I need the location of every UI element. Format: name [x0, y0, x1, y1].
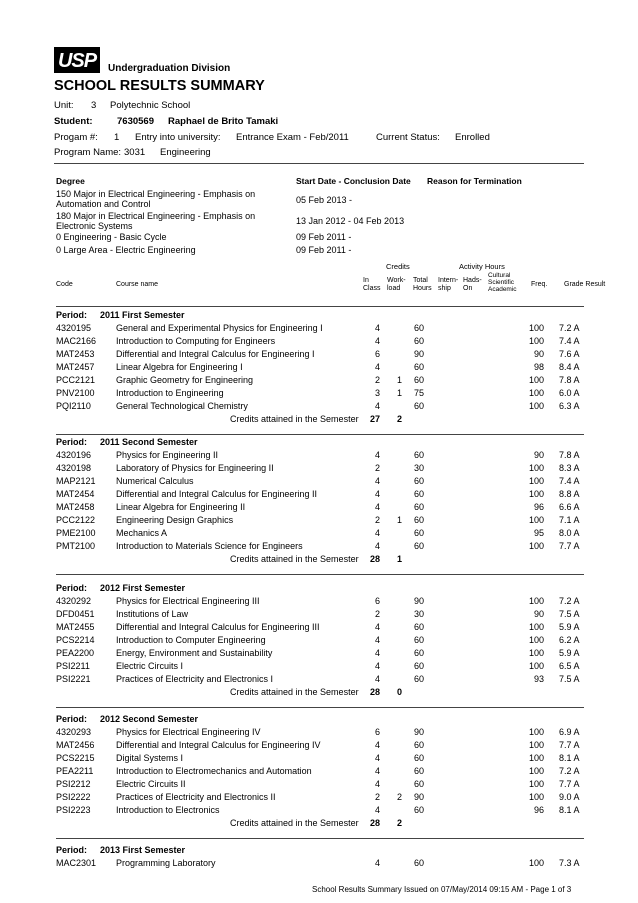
course-code: MAT2454: [56, 489, 95, 499]
course-in-class-credits: 4: [374, 323, 380, 333]
course-code: MAP2121: [56, 476, 96, 486]
course-in-class-credits: 4: [374, 336, 380, 346]
course-row: [56, 388, 586, 401]
period-label: Period:: [56, 583, 88, 593]
course-grade: 8.1 A: [559, 805, 580, 815]
course-grade: 6.2 A: [559, 635, 580, 645]
course-row: [56, 753, 586, 766]
activity-hours-group-header: Activity Hours: [459, 262, 505, 271]
course-row: [56, 766, 586, 779]
credits-group-header: Credits: [386, 262, 410, 271]
course-in-class-credits: 2: [374, 515, 380, 525]
course-name: Practices of Electricity and Electronics II: [116, 792, 276, 802]
course-total-hours: 60: [414, 648, 425, 658]
course-workload-credits: 1: [396, 375, 402, 385]
course-grade: 7.8 A: [559, 375, 580, 385]
course-grade: 7.6 A: [559, 349, 580, 359]
course-frequency: 100: [528, 648, 544, 658]
course-frequency: 100: [528, 779, 544, 789]
course-grade: 5.9 A: [559, 622, 580, 632]
course-in-class-credits: 2: [374, 463, 380, 473]
course-row: [56, 401, 586, 414]
course-row: [56, 336, 586, 349]
entry-label: Entry into university:: [135, 132, 221, 143]
course-name: Differential and Integral Calculus for Engineering IV: [116, 740, 321, 750]
status-label: Current Status:: [376, 132, 440, 143]
course-total-hours: 90: [414, 792, 425, 802]
course-frequency: 100: [528, 388, 544, 398]
period-label: Period:: [56, 437, 88, 447]
course-in-class-credits: 4: [374, 674, 380, 684]
total-hours-column-header: Total Hours: [413, 277, 432, 292]
course-in-class-credits: 4: [374, 766, 380, 776]
divider: [54, 163, 584, 164]
course-total-hours: 60: [414, 674, 425, 684]
credits-in-class-total: 28: [369, 554, 380, 564]
course-total-hours: 60: [414, 635, 425, 645]
program-code: 3031: [124, 147, 146, 158]
course-total-hours: 30: [414, 463, 425, 473]
course-frequency: 95: [533, 528, 544, 538]
page-footer: School Results Summary Issued on 07/May/2014 09:15 AM - Page 1 of 3: [312, 885, 572, 894]
credits-attained-label: Credits attained in the Semester: [230, 687, 359, 697]
course-name: Electric Circuits II: [116, 779, 186, 789]
course-total-hours: 60: [414, 489, 425, 499]
course-row: [56, 502, 586, 515]
course-grade: 7.4 A: [559, 476, 580, 486]
course-name: Engineering Design Graphics: [116, 515, 234, 525]
course-name: Energy, Environment and Sustainability: [116, 648, 273, 658]
period-value: 2012 First Semester: [100, 583, 186, 593]
cultural-column-header: Cultural Scientific Academic: [488, 272, 517, 293]
course-name: Introduction to Computing for Engineers: [116, 336, 276, 346]
course-grade: 7.3 A: [559, 858, 580, 868]
course-name: Laboratory of Physics for Engineering II: [116, 463, 274, 473]
course-frequency: 100: [528, 766, 544, 776]
degree-dates: 05 Feb 2013 -: [296, 195, 353, 205]
course-name: Programming Laboratory: [116, 858, 216, 868]
course-grade: 6.3 A: [559, 401, 580, 411]
course-total-hours: 75: [414, 388, 425, 398]
period-value: 2011 Second Semester: [100, 437, 198, 447]
course-code: 4320292: [56, 596, 92, 606]
course-workload-credits: 1: [396, 515, 402, 525]
course-row: [56, 779, 586, 792]
divider: [56, 434, 584, 435]
program-number: 1: [114, 132, 120, 143]
course-name: General and Experimental Physics for Engineering I: [116, 323, 323, 333]
course-total-hours: 90: [414, 727, 425, 737]
course-name: Physics for Electrical Engineering III: [116, 596, 260, 606]
course-name: Institutions of Law: [116, 609, 189, 619]
course-total-hours: 60: [414, 753, 425, 763]
course-frequency: 100: [528, 661, 544, 671]
course-name: Graphic Geometry for Engineering: [116, 375, 254, 385]
entry-value: Entrance Exam - Feb/2011: [236, 132, 349, 143]
course-name: Introduction to Computer Engineering: [116, 635, 266, 645]
course-in-class-credits: 3: [374, 388, 380, 398]
course-name-column-header: Course name: [116, 281, 159, 288]
course-grade: 9.0 A: [559, 792, 580, 802]
course-frequency: 100: [528, 541, 544, 551]
course-total-hours: 60: [414, 766, 425, 776]
course-row: [56, 349, 586, 362]
course-code: MAT2457: [56, 362, 95, 372]
course-code: MAC2166: [56, 336, 97, 346]
course-grade: 6.0 A: [559, 388, 580, 398]
division-name: Undergraduation Division: [108, 63, 231, 74]
course-frequency: 100: [528, 622, 544, 632]
credits-workload-total: 0: [396, 687, 402, 697]
course-in-class-credits: 4: [374, 622, 380, 632]
course-total-hours: 60: [414, 622, 425, 632]
grade-result-column-header: Grade Result: [564, 281, 606, 288]
course-code: 4320195: [56, 323, 92, 333]
course-row: [56, 596, 586, 609]
degree-column-header: Degree: [56, 176, 85, 186]
student-label: Student:: [54, 116, 93, 127]
course-row: [56, 622, 586, 635]
course-total-hours: 60: [414, 476, 425, 486]
unit-name: Polytechnic School: [110, 100, 191, 111]
course-in-class-credits: 4: [374, 740, 380, 750]
course-name: General Technological Chemistry: [116, 401, 248, 411]
course-name: Practices of Electricity and Electronics I: [116, 674, 274, 684]
course-grade: 7.8 A: [559, 450, 580, 460]
course-total-hours: 90: [414, 349, 425, 359]
course-name: Linear Algebra for Engineering I: [116, 362, 243, 372]
internship-column-header: Intern-ship: [438, 277, 459, 292]
period-value: 2012 Second Semester: [100, 714, 199, 724]
course-name: Digital Systems I: [116, 753, 184, 763]
course-row: [56, 375, 586, 388]
course-frequency: 100: [528, 515, 544, 525]
course-name: Introduction to Materials Science for Engineers: [116, 541, 303, 551]
program-name: Engineering: [160, 147, 211, 158]
course-total-hours: 60: [414, 450, 425, 460]
course-code: PQI2110: [56, 401, 91, 411]
course-name: Numerical Calculus: [116, 476, 194, 486]
course-row: [56, 635, 586, 648]
course-code: PEA2200: [56, 648, 95, 658]
divider: [56, 707, 584, 708]
course-in-class-credits: 6: [374, 727, 380, 737]
course-total-hours: 60: [414, 661, 425, 671]
course-row: [56, 463, 586, 476]
credits-in-class-total: 28: [369, 818, 380, 828]
course-grade: 6.9 A: [559, 727, 580, 737]
course-grade: 6.5 A: [559, 661, 580, 671]
course-frequency: 98: [533, 362, 544, 372]
usp-logo: [54, 47, 100, 73]
course-row: [56, 674, 586, 687]
course-in-class-credits: 4: [374, 401, 380, 411]
period-label: Period:: [56, 714, 88, 724]
course-name: Mechanics A: [116, 528, 168, 538]
course-code: MAT2453: [56, 349, 95, 359]
course-in-class-credits: 2: [374, 792, 380, 802]
course-code: PCS2215: [56, 753, 95, 763]
course-grade: 7.2 A: [559, 323, 580, 333]
course-grade: 7.2 A: [559, 596, 580, 606]
course-grade: 8.4 A: [559, 362, 580, 372]
course-total-hours: 60: [414, 362, 425, 372]
course-name: Introduction to Electromechanics and Automation: [116, 766, 312, 776]
course-in-class-credits: 4: [374, 476, 380, 486]
course-code: PCS2214: [56, 635, 95, 645]
course-code: PSI2211: [56, 661, 90, 671]
course-code: PEA2211: [56, 766, 94, 776]
semester-credits-summary: [56, 687, 586, 700]
dates-column-header: Start Date - Conclusion Date: [296, 176, 411, 186]
course-row: [56, 323, 586, 336]
course-row: [56, 661, 586, 674]
course-row: [56, 740, 586, 753]
semester-credits-summary: [56, 554, 586, 567]
course-frequency: 93: [533, 674, 544, 684]
course-row: [56, 476, 586, 489]
course-frequency: 100: [528, 489, 544, 499]
course-name: Differential and Integral Calculus for Engineering III: [116, 622, 320, 632]
course-frequency: 100: [528, 753, 544, 763]
course-workload-credits: 1: [396, 388, 402, 398]
hands-on-column-header: Hads-On: [463, 277, 482, 292]
degree-name: 0 Engineering - Basic Cycle: [56, 232, 167, 242]
degree-dates: 13 Jan 2012 - 04 Feb 2013: [296, 216, 405, 226]
course-grade: 7.1 A: [559, 515, 580, 525]
freq-column-header: Freq.: [531, 281, 548, 288]
course-name: Introduction to Engineering: [116, 388, 224, 398]
course-total-hours: 60: [414, 805, 425, 815]
course-frequency: 100: [528, 740, 544, 750]
course-name: Introduction to Electronics: [116, 805, 220, 815]
course-row: [56, 528, 586, 541]
course-grade: 7.7 A: [559, 779, 580, 789]
period-label: Period:: [56, 310, 88, 320]
course-code: PSI2212: [56, 779, 91, 789]
course-code: PCC2122: [56, 515, 96, 525]
course-frequency: 90: [533, 450, 544, 460]
course-frequency: 100: [528, 792, 544, 802]
course-total-hours: 60: [414, 858, 425, 868]
course-code: PSI2221: [56, 674, 91, 684]
course-code: 4320293: [56, 727, 92, 737]
course-name: Differential and Integral Calculus for Engineering II: [116, 489, 317, 499]
course-grade: 7.2 A: [559, 766, 580, 776]
course-total-hours: 90: [414, 596, 425, 606]
course-grade: 8.1 A: [559, 753, 580, 763]
course-code: 4320196: [56, 450, 92, 460]
course-row: [56, 450, 586, 463]
course-code: PNV2100: [56, 388, 95, 398]
course-code: PCC2121: [56, 375, 96, 385]
course-grade: 8.3 A: [559, 463, 580, 473]
credits-in-class-total: 28: [369, 687, 380, 697]
course-in-class-credits: 4: [374, 635, 380, 645]
workload-column-header: Work-load: [387, 277, 406, 292]
course-grade: 8.0 A: [559, 528, 580, 538]
course-frequency: 100: [528, 463, 544, 473]
credits-attained-label: Credits attained in the Semester: [230, 554, 359, 564]
degree-dates: 09 Feb 2011 -: [296, 245, 352, 255]
course-frequency: 100: [528, 476, 544, 486]
svg-text:USP: USP: [57, 50, 97, 72]
course-in-class-credits: 4: [374, 858, 380, 868]
course-code: PMT2100: [56, 541, 96, 551]
course-frequency: 100: [528, 635, 544, 645]
course-code: MAT2456: [56, 740, 95, 750]
course-row: [56, 805, 586, 818]
degree-name: 150 Major in Electrical Engineering - Emphasis on Automation and Control: [56, 189, 256, 209]
unit-label: Unit:: [54, 100, 74, 111]
course-in-class-credits: 4: [374, 450, 380, 460]
course-in-class-credits: 2: [374, 375, 380, 385]
course-name: Physics for Engineering II: [116, 450, 219, 460]
course-grade: 6.6 A: [559, 502, 580, 512]
course-in-class-credits: 4: [374, 779, 380, 789]
status-value: Enrolled: [455, 132, 490, 143]
course-code: 4320198: [56, 463, 92, 473]
course-row: [56, 609, 586, 622]
credits-workload-total: 2: [396, 818, 402, 828]
course-name: Linear Algebra for Engineering II: [116, 502, 246, 512]
course-in-class-credits: 4: [374, 541, 380, 551]
course-frequency: 90: [533, 349, 544, 359]
course-row: [56, 792, 586, 805]
course-grade: 7.5 A: [559, 609, 580, 619]
divider: [56, 838, 584, 839]
course-in-class-credits: 4: [374, 489, 380, 499]
in-class-column-header: In Class: [363, 277, 381, 292]
code-column-header: Code: [56, 281, 73, 288]
course-frequency: 100: [528, 401, 544, 411]
course-total-hours: 60: [414, 375, 425, 385]
unit-number: 3: [91, 100, 97, 111]
student-name: Raphael de Brito Tamaki: [168, 116, 279, 127]
course-frequency: 100: [528, 596, 544, 606]
course-frequency: 96: [533, 502, 544, 512]
course-row: [56, 648, 586, 661]
course-in-class-credits: 4: [374, 661, 380, 671]
course-in-class-credits: 4: [374, 753, 380, 763]
course-total-hours: 60: [414, 323, 425, 333]
course-total-hours: 60: [414, 779, 425, 789]
program-label: Progam #:: [54, 132, 98, 143]
degree-name: 0 Large Area - Electric Engineering: [56, 245, 196, 255]
course-frequency: 100: [528, 375, 544, 385]
course-total-hours: 60: [414, 740, 425, 750]
course-total-hours: 60: [414, 502, 425, 512]
course-in-class-credits: 4: [374, 502, 380, 512]
course-row: [56, 362, 586, 375]
course-code: PSI2223: [56, 805, 91, 815]
course-frequency: 100: [528, 727, 544, 737]
course-code: MAT2455: [56, 622, 95, 632]
semester-credits-summary: [56, 818, 586, 831]
credits-attained-label: Credits attained in the Semester: [230, 414, 359, 424]
period-label: Period:: [56, 845, 88, 855]
course-total-hours: 30: [414, 609, 425, 619]
course-frequency: 100: [528, 858, 544, 868]
credits-attained-label: Credits attained in the Semester: [230, 818, 359, 828]
course-total-hours: 60: [414, 401, 425, 411]
semester-credits-summary: [56, 414, 586, 427]
course-in-class-credits: 4: [374, 805, 380, 815]
page-title: SCHOOL RESULTS SUMMARY: [54, 78, 265, 94]
course-total-hours: 60: [414, 336, 425, 346]
course-code: MAT2458: [56, 502, 95, 512]
period-value: 2013 First Semester: [100, 845, 186, 855]
course-in-class-credits: 6: [374, 349, 380, 359]
course-grade: 7.7 A: [559, 740, 580, 750]
course-code: DFD0451: [56, 609, 95, 619]
course-code: MAC2301: [56, 858, 97, 868]
degree-name: 180 Major in Electrical Engineering - Emphasis on Electronic Systems: [56, 211, 256, 231]
course-frequency: 90: [533, 609, 544, 619]
course-in-class-credits: 4: [374, 362, 380, 372]
course-total-hours: 60: [414, 515, 425, 525]
degree-dates: 09 Feb 2011 -: [296, 232, 352, 242]
credits-in-class-total: 27: [369, 414, 380, 424]
course-row: [56, 858, 586, 871]
course-name: Electric Circuits I: [116, 661, 184, 671]
course-code: PSI2222: [56, 792, 91, 802]
course-workload-credits: 2: [396, 792, 402, 802]
course-grade: 7.7 A: [559, 541, 580, 551]
course-row: [56, 727, 586, 740]
course-name: Physics for Electrical Engineering IV: [116, 727, 261, 737]
divider: [56, 306, 584, 307]
course-grade: 8.8 A: [559, 489, 580, 499]
course-row: [56, 489, 586, 502]
course-grade: 7.5 A: [559, 674, 580, 684]
course-code: PME2100: [56, 528, 96, 538]
student-id: 7630569: [117, 116, 154, 127]
reason-column-header: Reason for Termination: [427, 176, 522, 186]
credits-workload-total: 1: [396, 554, 402, 564]
course-row: [56, 515, 586, 528]
course-grade: 5.9 A: [559, 648, 580, 658]
course-total-hours: 60: [414, 541, 425, 551]
course-row: [56, 541, 586, 554]
course-in-class-credits: 4: [374, 528, 380, 538]
course-frequency: 100: [528, 323, 544, 333]
course-frequency: 100: [528, 336, 544, 346]
course-in-class-credits: 4: [374, 648, 380, 658]
course-in-class-credits: 6: [374, 596, 380, 606]
course-total-hours: 60: [414, 528, 425, 538]
period-value: 2011 First Semester: [100, 310, 185, 320]
course-name: Differential and Integral Calculus for Engineering I: [116, 349, 315, 359]
divider: [56, 574, 584, 575]
course-in-class-credits: 2: [374, 609, 380, 619]
course-frequency: 96: [533, 805, 544, 815]
program-name-label: Program Name:: [54, 147, 122, 158]
course-grade: 7.4 A: [559, 336, 580, 346]
credits-workload-total: 2: [396, 414, 402, 424]
